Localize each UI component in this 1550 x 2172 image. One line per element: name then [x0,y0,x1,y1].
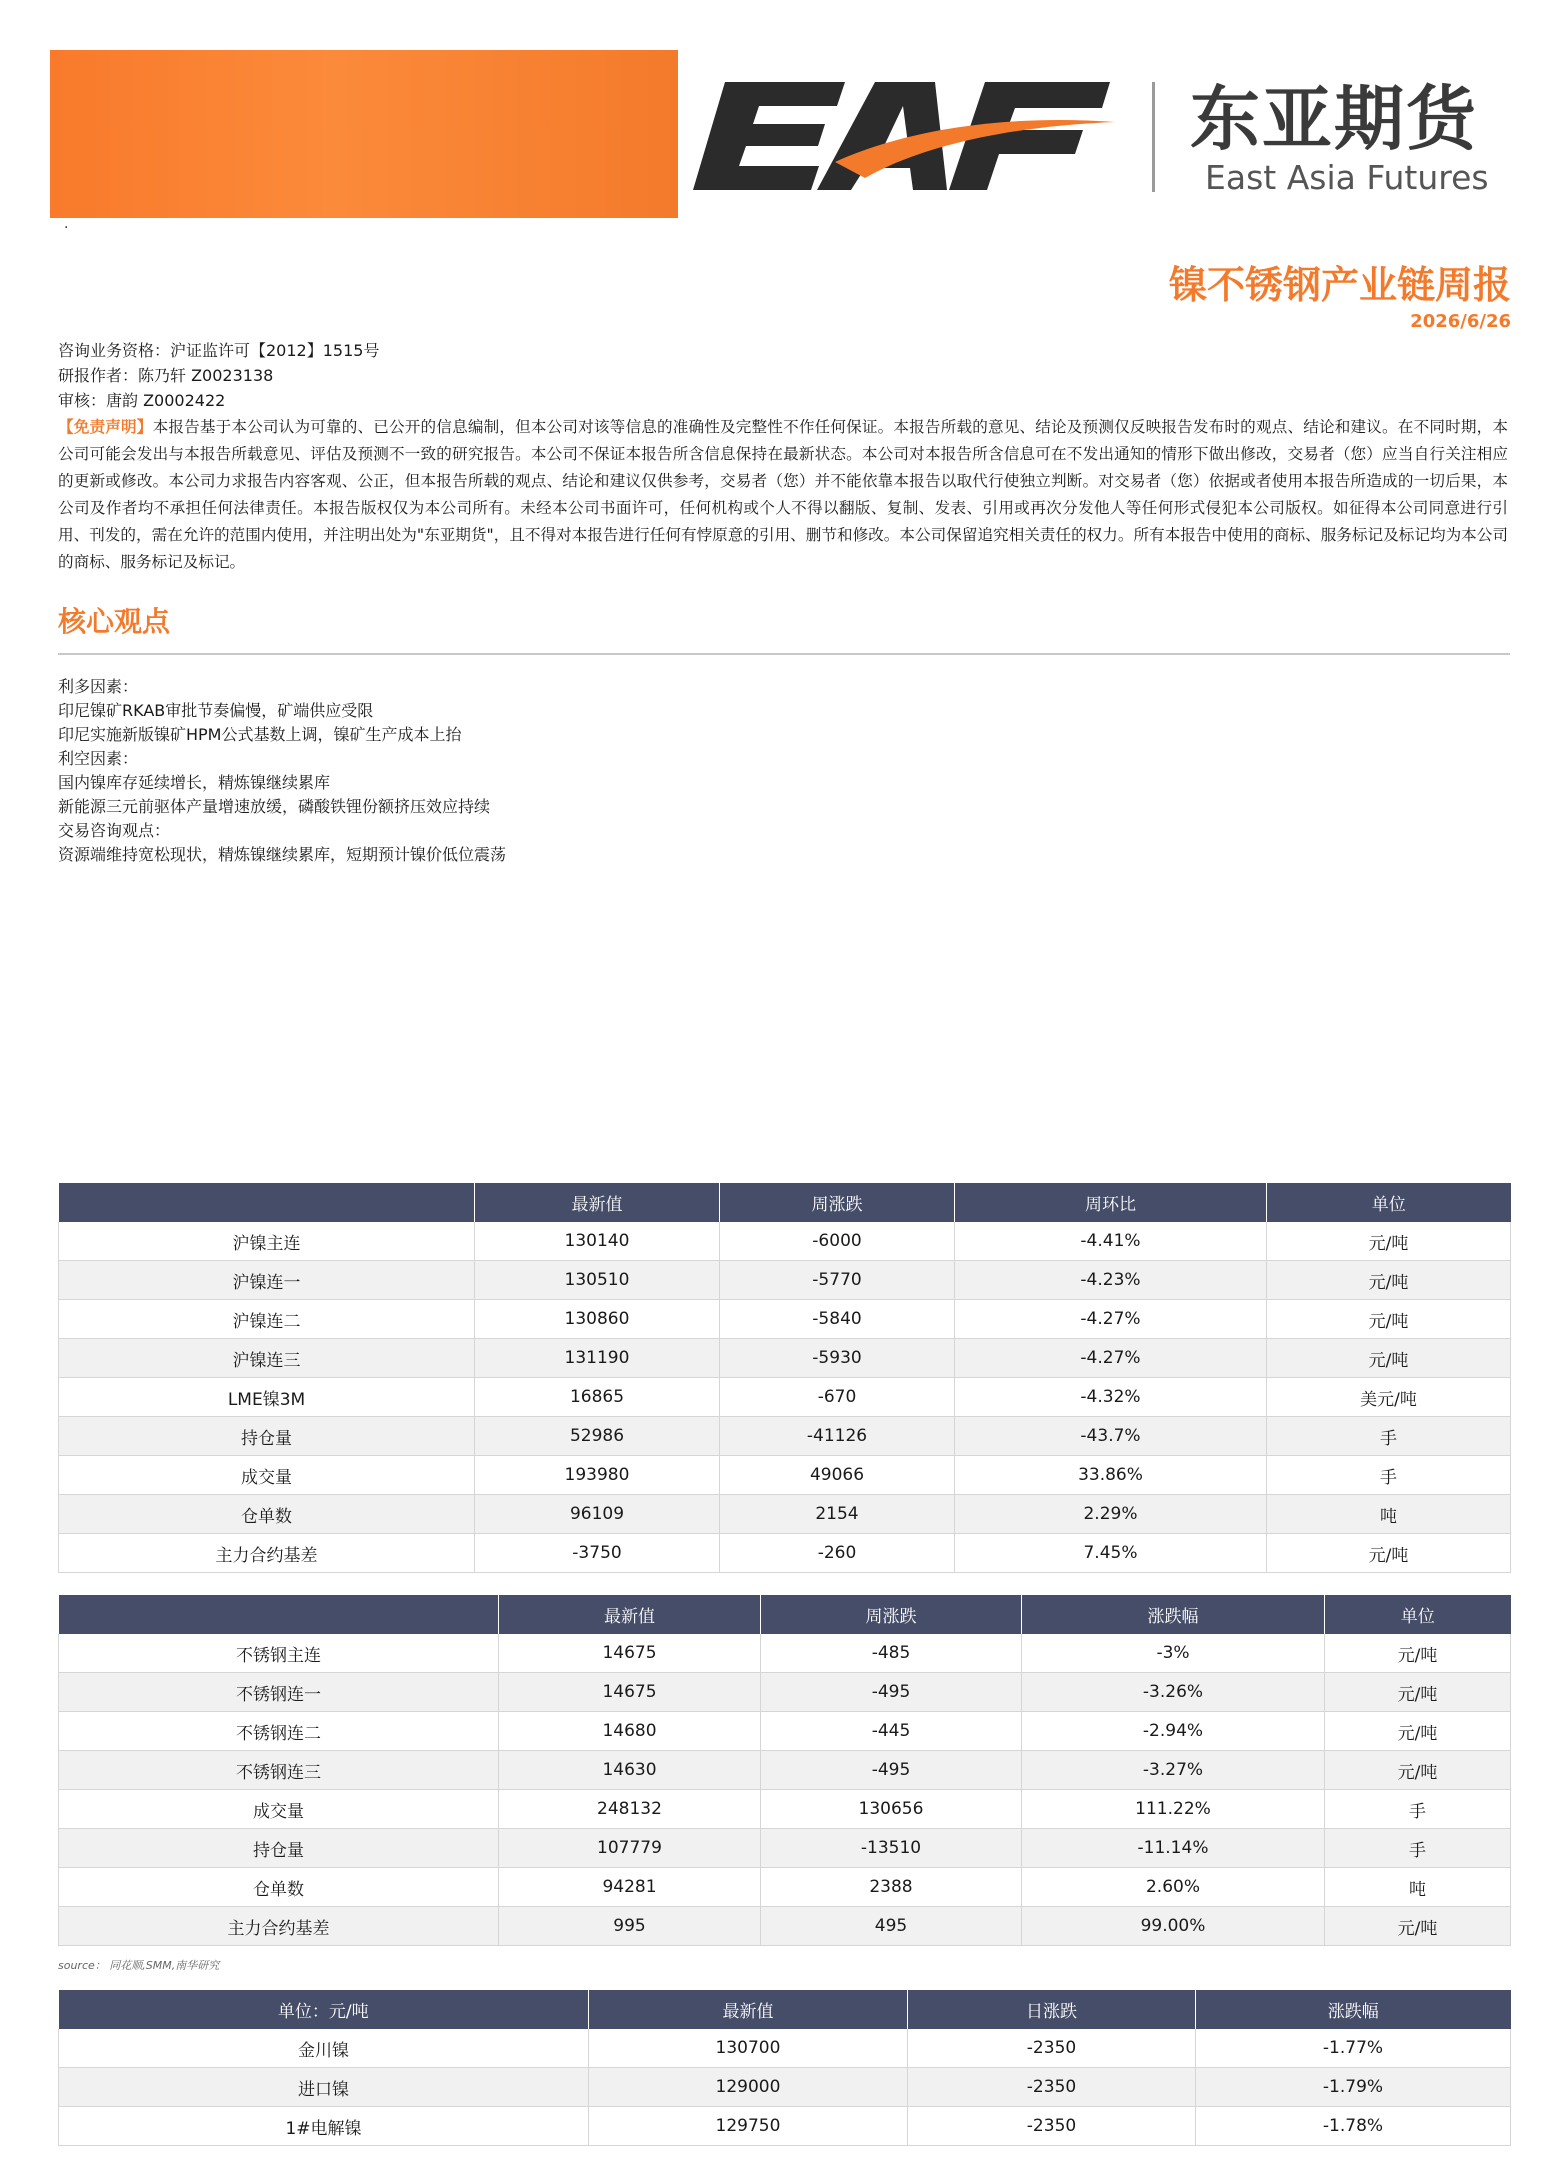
table-cell: 元/吨 [1325,1673,1511,1712]
logo-en-name: East Asia Futures [1205,158,1489,197]
table-cell: -4.41% [955,1222,1267,1261]
table-cell: -495 [761,1673,1022,1712]
table-header-row [59,1990,1511,2029]
stainless-futures-table [58,1595,1511,1946]
table-cell: 元/吨 [1267,1261,1511,1300]
table-cell: 495 [761,1907,1022,1946]
row-label-cell: LME镍3M [59,1378,475,1417]
table-row [59,1673,1511,1712]
table-cell: 吨 [1267,1495,1511,1534]
column-header: 单位 [1267,1183,1511,1222]
table-header-row [59,1595,1511,1634]
table-cell: 14680 [499,1712,761,1751]
report-meta [58,338,379,413]
table-cell: 131190 [475,1339,720,1378]
table-cell: 16865 [475,1378,720,1417]
table-cell: -3.27% [1022,1751,1325,1790]
table-cell: 129750 [589,2107,908,2146]
section-divider [58,653,1510,655]
table-cell: 元/吨 [1325,1634,1511,1673]
table-row [59,1790,1511,1829]
table-cell: 元/吨 [1267,1339,1511,1378]
table-cell: 130510 [475,1261,720,1300]
table-cell: 14675 [499,1673,761,1712]
table-cell: -670 [720,1378,955,1417]
table-row [59,1829,1511,1868]
header-dot: · [64,220,69,236]
table-cell: 129000 [589,2068,908,2107]
table-cell: -1.79% [1196,2068,1511,2107]
table-cell: -260 [720,1534,955,1573]
table-cell: 52986 [475,1417,720,1456]
core-line: 印尼镍矿RKAB审批节奏偏慢，矿端供应受限 [58,701,374,720]
table-row [59,1634,1511,1673]
table-row [59,1751,1511,1790]
disclaimer-tag: 【免责声明】 [58,418,153,436]
table-cell: 14675 [499,1634,761,1673]
table-cell: -2.94% [1022,1712,1325,1751]
table-cell: 2.60% [1022,1868,1325,1907]
table-cell: 193980 [475,1456,720,1495]
table-cell: 元/吨 [1267,1300,1511,1339]
table-cell: 49066 [720,1456,955,1495]
core-line: 交易咨询观点： [58,821,171,840]
table-cell: 99.00% [1022,1907,1325,1946]
table-cell: -485 [761,1634,1022,1673]
report-title: 镍不锈钢产业链周报 [1168,263,1511,307]
table-cell: 111.22% [1022,1790,1325,1829]
table-cell: -3% [1022,1634,1325,1673]
report-date: 2026/6/26 [1410,311,1511,332]
table-cell: 元/吨 [1267,1222,1511,1261]
table-row [59,1417,1511,1456]
column-header [59,1595,499,1634]
row-label-cell: 不锈钢主连 [59,1634,499,1673]
table-cell: -13510 [761,1829,1022,1868]
table-row [59,1907,1511,1946]
row-label-cell: 仓单数 [59,1495,475,1534]
table-cell: 2.29% [955,1495,1267,1534]
table-row [59,1712,1511,1751]
column-header: 单位：元/吨 [59,1990,589,2029]
table-cell: -2350 [908,2068,1196,2107]
column-header: 最新值 [589,1990,908,2029]
header-orange-banner [50,50,678,218]
meta-qualification: 咨询业务资格：沪证监许可【2012】1515号 [58,341,380,360]
logo-separator [1152,82,1155,192]
table-cell: 元/吨 [1325,1907,1511,1946]
table-cell: 107779 [499,1829,761,1868]
table-cell: 手 [1267,1417,1511,1456]
column-header: 单位 [1325,1595,1511,1634]
table-row [59,1456,1511,1495]
table-cell: -3750 [475,1534,720,1573]
disclaimer [58,414,1508,576]
table-cell: 130860 [475,1300,720,1339]
table-cell: 130656 [761,1790,1022,1829]
table-row [59,1339,1511,1378]
core-line: 资源端维持宽松现状，精炼镍继续累库，短期预计镍价低位震荡 [58,845,507,864]
table-cell: 33.86% [955,1456,1267,1495]
row-label-cell: 不锈钢连二 [59,1712,499,1751]
row-label-cell: 成交量 [59,1790,499,1829]
nickel-spot-table [58,1990,1511,2146]
table-cell: -4.27% [955,1300,1267,1339]
table-cell: -2350 [908,2107,1196,2146]
table-cell: 2154 [720,1495,955,1534]
core-line: 利多因素： [58,677,139,696]
logo-cn-name: 东亚期货 [1190,78,1478,160]
table-cell: -1.78% [1196,2107,1511,2146]
row-label-cell: 主力合约基差 [59,1534,475,1573]
table-row [59,1222,1511,1261]
table-cell: -11.14% [1022,1829,1325,1868]
table-cell: -5770 [720,1261,955,1300]
table-cell: -41126 [720,1417,955,1456]
column-header [59,1183,475,1222]
nickel-futures-table [58,1183,1511,1573]
table-cell: 995 [499,1907,761,1946]
row-label-cell: 不锈钢连三 [59,1751,499,1790]
table-cell: 130140 [475,1222,720,1261]
column-header: 周涨跌 [761,1595,1022,1634]
table-cell: -4.23% [955,1261,1267,1300]
meta-reviewer: 审核：唐韵 Z0002422 [58,391,226,410]
core-line: 国内镍库存延续增长，精炼镍继续累库 [58,773,331,792]
table-cell: 元/吨 [1325,1751,1511,1790]
row-label-cell: 持仓量 [59,1417,475,1456]
disclaimer-text: 本报告基于本公司认为可靠的、已公开的信息编制，但本公司对该等信息的准确性及完整性不作任何保证。本报告所载的意见、结论及预测仅反映报告发布时的观点、结论和建议。在不同时期，本公司可能会发出与本报告所载意见、评估及预测不一致的研究报告。本公司不保证本报告所含信息保持在最新状态。本公司对本报告所含信息可在不发出通知的情形下做出修改，交易者（您）应当自行关注相应的更新或修改。本公司力求报告内容客观、公正，但本报告所载的观点、结论和建议仅供参考，交易者（您）并不能依靠本报告以取代行使独立判断。对交易者（您）依据或者使用本报告所造成的一切后果，本公司及作者均不承担任何法律责任。本报告版权仅为本公司所有。未经本公司书面许可，任何机构或个人不得以翻版、复制、发表、引用或再次分发他人等任何形式侵犯本公司版权。如征得本公司同意进行引用、刊发的，需在允许的范围内使用，并注明出处为"东亚期货"，且不得对本报告进行任何有悖原意的引用、删节和修改。本公司保留追究相关责任的权力。所有本报告中使用的商标、服务标记及标记均为本公司的商标、服务标记及标记。 [58,418,1508,571]
table-cell: -4.27% [955,1339,1267,1378]
table-cell: -5840 [720,1300,955,1339]
table-cell: 美元/吨 [1267,1378,1511,1417]
table-cell: 248132 [499,1790,761,1829]
table-row [59,2029,1511,2068]
core-view-list [58,675,506,867]
row-label-cell: 沪镍连三 [59,1339,475,1378]
table-cell: -43.7% [955,1417,1267,1456]
table-cell: -2350 [908,2029,1196,2068]
table-cell: 94281 [499,1868,761,1907]
table-cell: 元/吨 [1267,1534,1511,1573]
table-cell: 14630 [499,1751,761,1790]
table-cell: -3.26% [1022,1673,1325,1712]
table-row [59,2107,1511,2146]
row-label-cell: 不锈钢连一 [59,1673,499,1712]
column-header: 涨跌幅 [1022,1595,1325,1634]
table-cell: 手 [1267,1456,1511,1495]
table-row [59,1534,1511,1573]
core-line: 印尼实施新版镍矿HPM公式基数上调，镍矿生产成本上抬 [58,725,462,744]
table-cell: -4.32% [955,1378,1267,1417]
table-cell: 手 [1325,1790,1511,1829]
table-row [59,1868,1511,1907]
column-header: 最新值 [499,1595,761,1634]
table-cell: -5930 [720,1339,955,1378]
meta-author: 研报作者：陈乃轩 Z0023138 [58,366,274,385]
core-view-title: 核心观点 [58,605,171,638]
table-row [59,1495,1511,1534]
row-label-cell: 1#电解镍 [59,2107,589,2146]
core-line: 新能源三元前驱体产量增速放缓，磷酸铁锂份额挤压效应持续 [58,797,491,816]
row-label-cell: 主力合约基差 [59,1907,499,1946]
table-cell: 130700 [589,2029,908,2068]
row-label-cell: 沪镍连一 [59,1261,475,1300]
row-label-cell: 沪镍连二 [59,1300,475,1339]
row-label-cell: 成交量 [59,1456,475,1495]
table-row [59,1378,1511,1417]
logo-letter-e [693,82,845,190]
row-label-cell: 金川镍 [59,2029,589,2068]
row-label-cell: 沪镍主连 [59,1222,475,1261]
table-row [59,1300,1511,1339]
column-header: 日涨跌 [908,1990,1196,2029]
table-cell: 7.45% [955,1534,1267,1573]
column-header: 最新值 [475,1183,720,1222]
table-row [59,2068,1511,2107]
column-header: 涨跌幅 [1196,1990,1511,2029]
table-cell: 元/吨 [1325,1712,1511,1751]
row-label-cell: 进口镍 [59,2068,589,2107]
row-label-cell: 仓单数 [59,1868,499,1907]
core-line: 利空因素： [58,749,139,768]
row-label-cell: 持仓量 [59,1829,499,1868]
table-cell: 96109 [475,1495,720,1534]
source-note: source： 同花顺,SMM,南华研究 [58,1959,220,1972]
table-header-row [59,1183,1511,1222]
table-cell: 2388 [761,1868,1022,1907]
table-cell: -1.77% [1196,2029,1511,2068]
table-cell: -445 [761,1712,1022,1751]
table-row [59,1261,1511,1300]
table-cell: -6000 [720,1222,955,1261]
eaf-logo-mark [685,70,1125,200]
column-header: 周涨跌 [720,1183,955,1222]
column-header: 周环比 [955,1183,1267,1222]
table-cell: 吨 [1325,1868,1511,1907]
table-cell: 手 [1325,1829,1511,1868]
table-cell: -495 [761,1751,1022,1790]
